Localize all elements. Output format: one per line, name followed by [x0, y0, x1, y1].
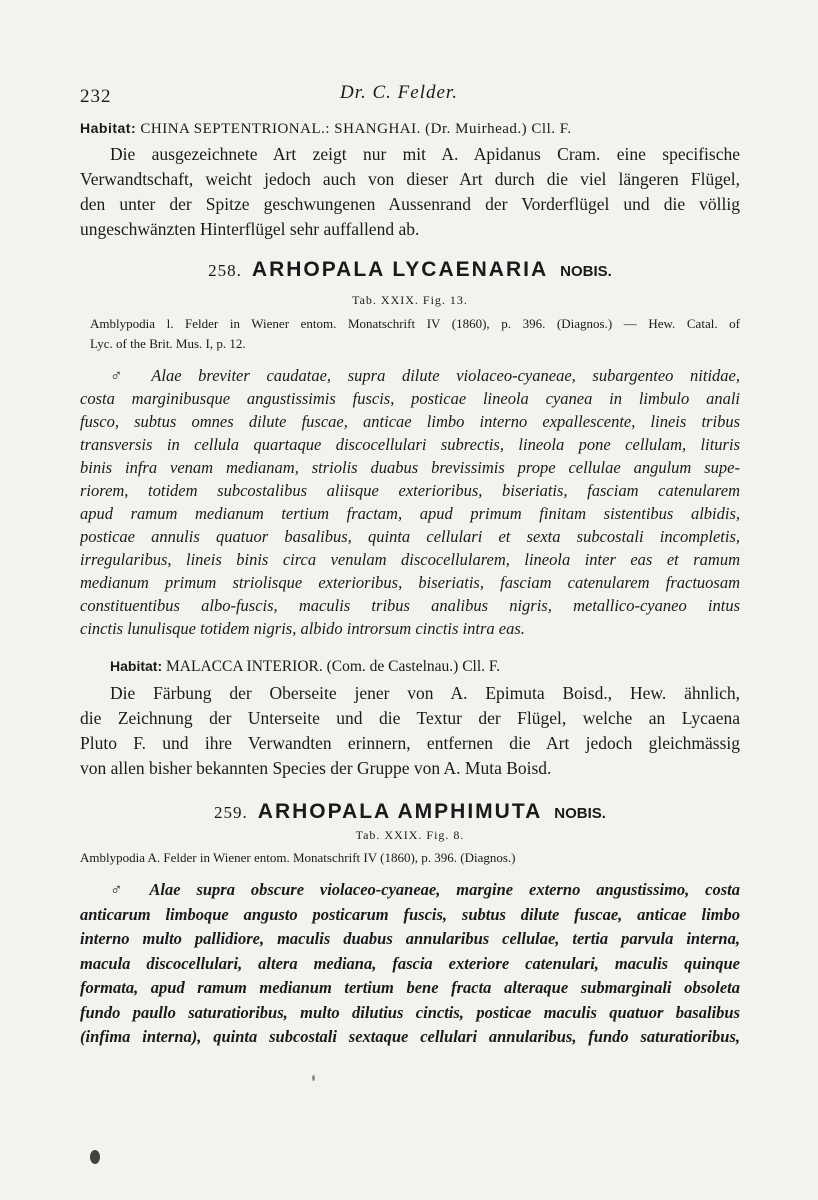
latin-line: formata, apud ramum medianum tertium bene fracta alteraque submarginali obsoleta: [80, 978, 740, 997]
synonym-reference-258: [80, 314, 740, 354]
text-line: Die ausgezeichnete Art zeigt nur mit A. Apidanus Cram. eine specifische: [110, 144, 740, 164]
latin-description-258: [80, 364, 740, 640]
latin-line: (infima interna), quinta subcostali sextaque cellulari annularibus, fundo saturatioribus,: [80, 1027, 740, 1046]
latin-line: fusco, subtus omnes dilute fuscae, anticae limbo interno expallescente, lineis tribus: [80, 412, 740, 431]
species-name: ARHOPALA AMPHIMUTA: [257, 800, 543, 823]
latin-line: costa marginibusque angustissimis fuscis, posticae lineola cyanea in limbulo anali: [80, 389, 740, 408]
latin-line: apud ramum medianum tertium fractam, apud primum finitam sistentibus albidis,: [80, 504, 740, 523]
species-author: NOBIS.: [560, 263, 612, 280]
text-line: Pluto F. und ihre Verwandten erinnern, entfernen die Art jedoch gleichmässig: [80, 733, 740, 753]
plate-reference: Tab. XXIX. Fig. 13.: [352, 293, 468, 307]
reference-line: Amblypodia A. Felder in Wiener entom. Monatschrift IV (1860), p. 396. (Diagnos.): [80, 850, 516, 865]
ink-speck: [312, 1075, 315, 1081]
ink-speck: [90, 1150, 100, 1164]
latin-line: fundo paullo saturatioribus, multo dilutius cinctis, posticae maculis quatuor basalibus: [80, 1002, 740, 1022]
latin-line: cinctis lunulisque totidem nigris, albido introrsum cinctis intra eas.: [80, 619, 525, 638]
latin-line: transversis in cellula quartaque discocellulari subrectis, lineola pone cellulam, lituris: [80, 435, 740, 454]
habitat-label: Habitat:: [110, 658, 163, 674]
latin-line: anticarum limboque angusto posticarum fuscis, subtus dilute fuscae, anticae limbo: [80, 904, 740, 924]
text-line: den unter der Spitze geschwungenen Aussenrand der Vorderflügel und die völlig: [80, 194, 740, 214]
latin-line: medianum primum striolisque exterioribus, biseriatis, fasciam catenularem fractuosam: [80, 573, 740, 592]
latin-line: ♂ Alae supra obscure violaceo-cyaneae, margine externo angustissimo, costa: [110, 880, 740, 899]
prev-species-block: [80, 116, 740, 242]
latin-line: binis infra venam medianam, striolis duabus brevissimis prope cellulae angulum supe-: [80, 458, 740, 477]
page-number: 232: [80, 86, 112, 107]
habitat-line: [80, 654, 740, 679]
habitat-258: [80, 654, 740, 679]
text-line: ungeschwänzten Hinterflügel sehr auffallend ab.: [80, 219, 420, 239]
latin-line: interno multo pallidiore, maculis duabus annularibus cellulae, tertia parvula interna,: [80, 929, 740, 948]
prev-habitat: [80, 116, 740, 142]
habitat-text: CHINA SEPTENTRIONAL.: SHANGHAI. (Dr. Muirhead.) Cll. F.: [140, 121, 572, 137]
species-number: 259.: [214, 803, 248, 822]
latin-line: irregularibus, lineis binis circa venulam discocellularem, lineola inter eas et ramum: [80, 550, 740, 569]
text-line: die Zeichnung der Unterseite und die Textur der Flügel, welche an Lycaena: [80, 708, 740, 728]
latin-line: constituentibus albo-fuscis, maculis tribus analibus nigris, metallico-cyaneo intus: [80, 596, 740, 615]
habitat-text: MALACCA INTERIOR. (Com. de Castelnau.) Cll. F.: [166, 658, 501, 675]
text-line: Verwandtschaft, weicht jedoch auch von dieser Art durch die viel längeren Flügel,: [80, 169, 740, 189]
latin-line: macula discocellulari, altera mediana, fascia exteriore catenulari, maculis quinque: [80, 953, 740, 973]
species-name: ARHOPALA LYCAENARIA: [251, 258, 549, 281]
text-line: Die Färbung der Oberseite jener von A. Epimuta Boisd., Hew. ähnlich,: [110, 683, 740, 703]
habitat-label: Habitat:: [80, 120, 137, 136]
species-heading-258: [80, 258, 740, 282]
plate-reference: Tab. XXIX. Fig. 8.: [355, 828, 465, 842]
species-author: NOBIS.: [554, 805, 606, 822]
species-number: 258.: [208, 261, 242, 280]
running-author: Dr. C. Felder.: [340, 82, 458, 103]
species-heading-259: [80, 800, 740, 824]
latin-line: ♂ Alae breviter caudatae, supra dilute violaceo-cyaneae, subargenteo nitidae,: [110, 366, 740, 385]
latin-line: riorem, totidem subcostalibus aliisque exterioribus, biseriatis, fasciam catenularem: [80, 481, 740, 500]
reference-line: Amblypodia l. Felder in Wiener entom. Monatschrift IV (1860), p. 396. (Diagnos.) — Hew. Catal. of: [90, 316, 740, 331]
latin-description-259: [80, 878, 740, 1050]
running-head: [80, 82, 740, 106]
latin-line: posticae annulis quatuor basalibus, quinta cellulari et sexta subcostali incompletis,: [80, 527, 740, 546]
german-remarks-258: [80, 681, 740, 781]
synonym-reference-259: [80, 848, 740, 868]
reference-line: Lyc. of the Brit. Mus. I, p. 12.: [90, 336, 246, 351]
text-line: von allen bisher bekannten Species der Gruppe von A. Muta Boisd.: [80, 758, 552, 778]
